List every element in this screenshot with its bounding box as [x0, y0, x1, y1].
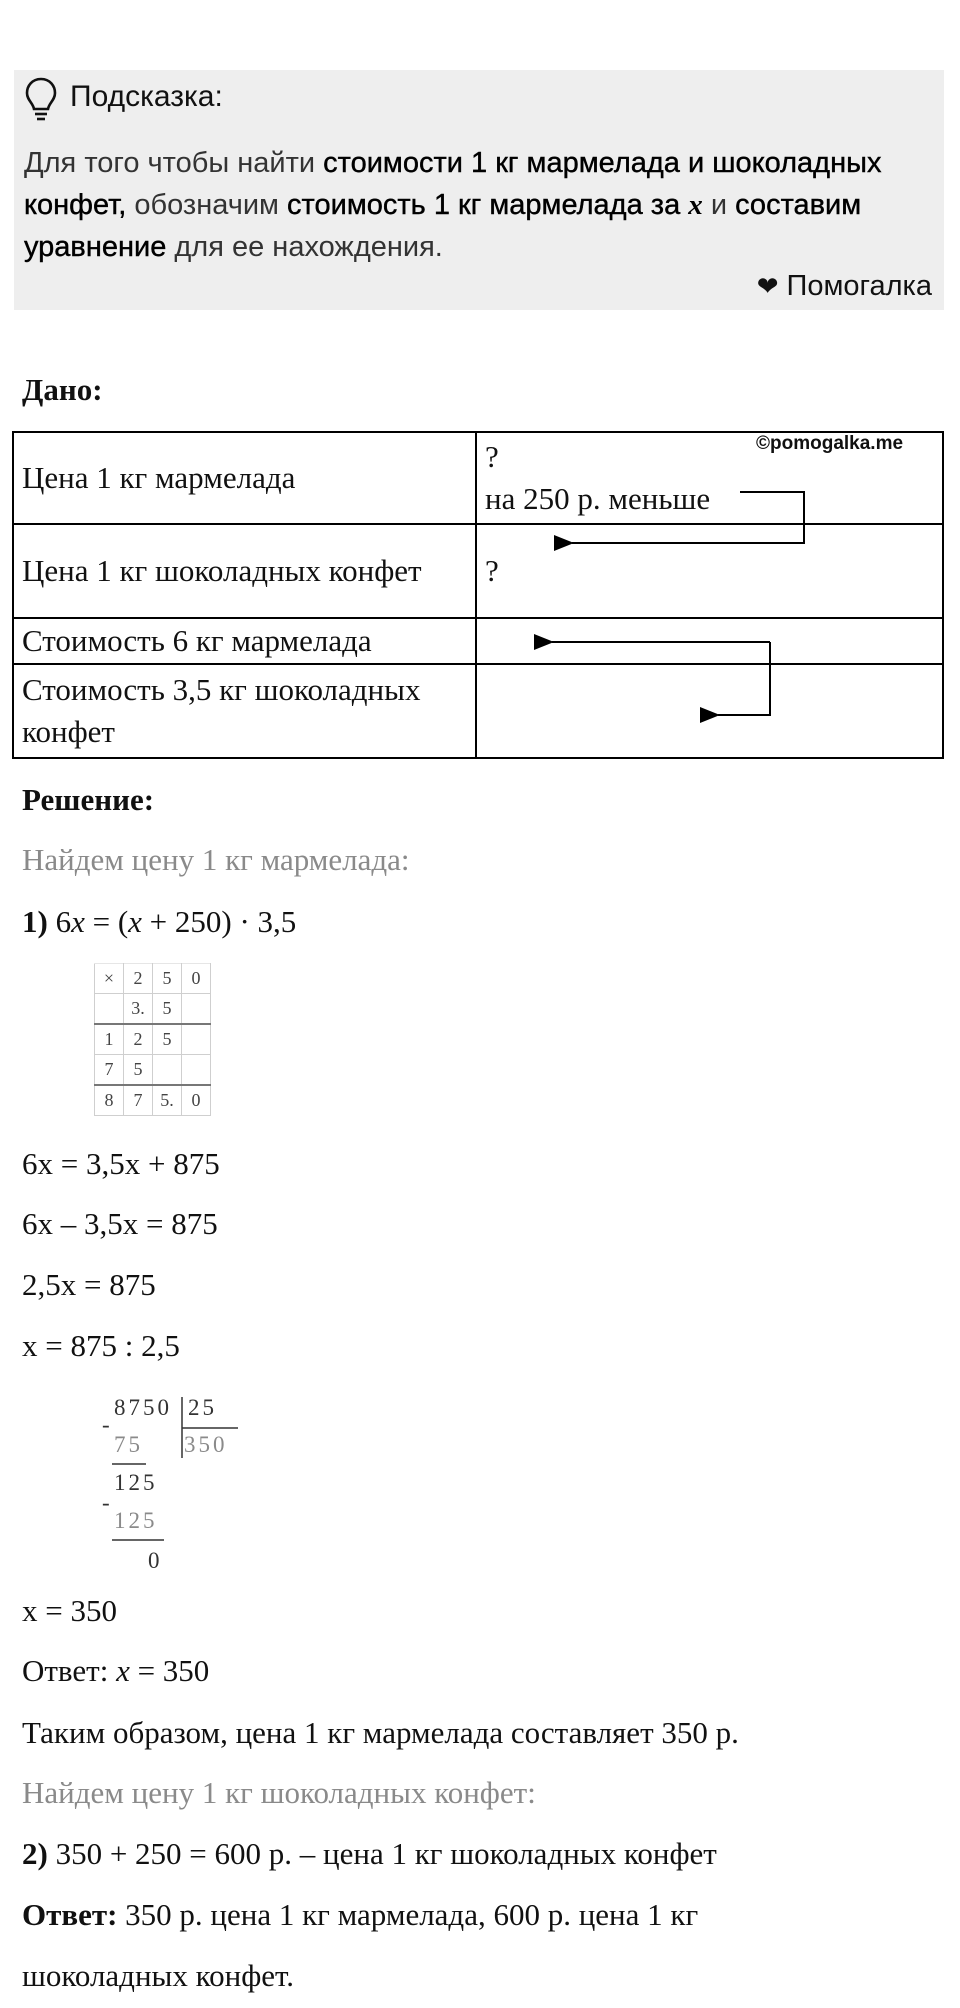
final-answer-cont: шоколадных конфет.: [22, 1958, 295, 1993]
minus-sign: -: [102, 1412, 113, 1437]
watermark: ©pomogalka.me: [756, 433, 904, 454]
conclusion-line: Таким образом, цена 1 кг мармелада составляет 350 р.: [22, 1715, 739, 1750]
remainder-2: 0: [148, 1548, 163, 1573]
row-label: Цена 1 кг мармелада: [13, 432, 476, 524]
subtrahend-1: 75: [114, 1432, 143, 1457]
hint-title: Подсказка:: [70, 80, 223, 113]
multiplication-grid: × 2 5 0 3. 5 1 2 5 7 5 8 7 5. 0: [94, 963, 211, 1116]
step2-intro: Найдем цену 1 кг шоколадных конфет:: [22, 1775, 536, 1810]
row-label: Цена 1 кг шоколадных конфет: [13, 524, 476, 618]
remainder-1: 125: [114, 1470, 158, 1495]
given-table: [12, 431, 944, 759]
step2-line: 2) 350 + 250 = 600 р. – цена 1 кг шоколадных конфет: [22, 1836, 717, 1871]
minus-sign: -: [102, 1490, 113, 1515]
quotient: 350: [184, 1432, 228, 1457]
given-heading: Дано:: [22, 372, 103, 407]
final-answer: Ответ: 350 р. цена 1 кг мармелада, 600 р. цена 1 кг: [22, 1897, 699, 1932]
equation-line: 6x – 3,5x = 875: [22, 1206, 218, 1241]
subtrahend-2: 125: [114, 1508, 158, 1533]
row-value: [476, 618, 943, 664]
row-value: [476, 664, 943, 758]
hint-text: Для того чтобы найти стоимости 1 кг мармелада и шоколадных конфет, обозначим стоимость 1 кг мармелада за x и составим уравнение для ее нахождения.: [24, 147, 882, 263]
lightbulb-icon: [24, 76, 58, 122]
dividend: 8750: [114, 1395, 172, 1420]
equation-line: 2,5x = 875: [22, 1267, 156, 1302]
row-label: Стоимость 3,5 кг шоколадных конфет: [13, 664, 476, 758]
result-line: x = 350: [22, 1593, 117, 1628]
equation-line: 6x = 3,5x + 875: [22, 1146, 220, 1181]
table-row: [13, 664, 943, 758]
step1-intro: Найдем цену 1 кг мармелада:: [22, 842, 410, 877]
equation-line: x = 875 : 2,5: [22, 1328, 180, 1363]
row-label: Стоимость 6 кг мармелада: [13, 618, 476, 664]
row-value: ?: [476, 524, 943, 618]
table-row: [13, 524, 943, 618]
divisor: 25: [188, 1395, 217, 1420]
solution-heading: Решение:: [22, 782, 155, 817]
heart-icon: ❤: [756, 271, 779, 301]
answer-line: Ответ: x = 350: [22, 1653, 210, 1688]
table-row: [13, 618, 943, 664]
step1-equation: 1) 6x = (x + 250) · 3,5: [22, 904, 297, 939]
hint-box: [14, 70, 944, 310]
brand-label: ❤ Помогалка: [756, 270, 932, 302]
row-value: ? на 250 р. меньше: [476, 432, 943, 524]
